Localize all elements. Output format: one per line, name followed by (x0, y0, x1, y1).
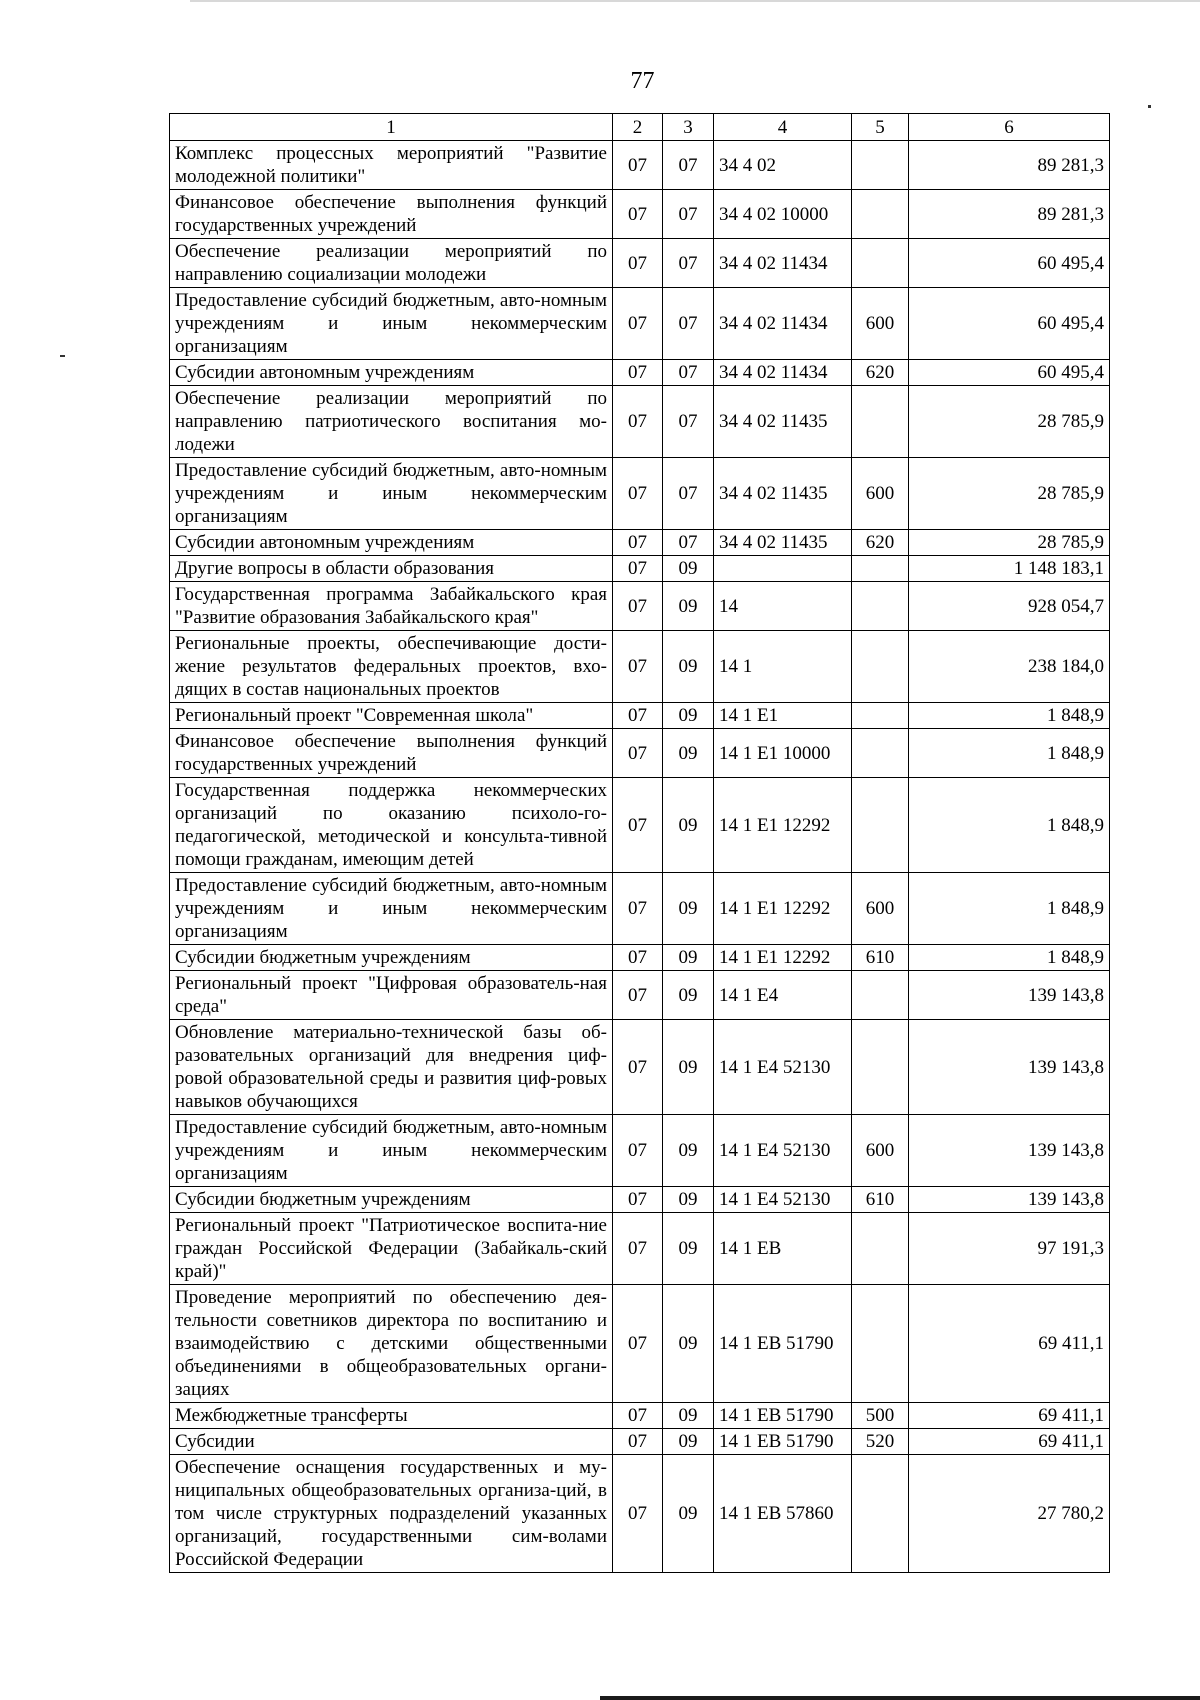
row-subsection-cell: 07 (663, 288, 714, 360)
row-subsection-cell: 07 (663, 458, 714, 530)
row-section-cell: 07 (613, 971, 663, 1020)
row-section-cell: 07 (613, 556, 663, 582)
row-amount-cell: 97 191,3 (909, 1213, 1110, 1285)
row-expense-type-cell (852, 582, 909, 631)
row-target-code-cell: 14 1 E4 52130 (714, 1020, 852, 1115)
table-row (170, 530, 1110, 556)
row-target-code-cell: 14 1 EB 57860 (714, 1455, 852, 1573)
row-section-cell: 07 (613, 190, 663, 239)
row-expense-type-cell: 600 (852, 458, 909, 530)
row-subsection-cell: 09 (663, 1020, 714, 1115)
row-amount-cell: 1 848,9 (909, 945, 1110, 971)
row-expense-type-cell: 600 (852, 288, 909, 360)
header-col-5: 5 (852, 114, 909, 141)
row-target-code-cell: 14 1 EB 51790 (714, 1429, 852, 1455)
row-section-cell: 07 (613, 458, 663, 530)
table-row (170, 1115, 1110, 1187)
row-section-cell: 07 (613, 239, 663, 288)
row-subsection-cell: 07 (663, 360, 714, 386)
table-row (170, 360, 1110, 386)
row-subsection-cell: 09 (663, 631, 714, 703)
row-target-code-cell: 34 4 02 11435 (714, 458, 852, 530)
row-subsection-cell: 09 (663, 556, 714, 582)
row-name-cell: Предоставление субсидий бюджетным, авто-номным учреждениям и иным некоммерческим организациям (170, 458, 613, 530)
row-expense-type-cell (852, 1285, 909, 1403)
row-target-code-cell: 34 4 02 11435 (714, 530, 852, 556)
row-section-cell: 07 (613, 288, 663, 360)
row-subsection-cell: 09 (663, 873, 714, 945)
row-section-cell: 07 (613, 530, 663, 556)
row-amount-cell: 60 495,4 (909, 360, 1110, 386)
row-expense-type-cell (852, 631, 909, 703)
page-number: 77 (630, 68, 655, 94)
row-section-cell: 07 (613, 1285, 663, 1403)
row-amount-cell: 1 848,9 (909, 729, 1110, 778)
row-amount-cell: 27 780,2 (909, 1455, 1110, 1573)
row-name-cell: Другие вопросы в области образования (170, 556, 613, 582)
row-name-cell: Субсидии бюджетным учреждениям (170, 1187, 613, 1213)
table-row (170, 729, 1110, 778)
row-target-code-cell: 34 4 02 (714, 141, 852, 190)
row-expense-type-cell: 600 (852, 1115, 909, 1187)
row-name-cell: Финансовое обеспечение выполнения функций государственных учреждений (170, 729, 613, 778)
scan-speck (1148, 105, 1151, 108)
row-section-cell: 07 (613, 945, 663, 971)
scan-edge-band (600, 1696, 1200, 1700)
row-subsection-cell: 07 (663, 530, 714, 556)
row-section-cell: 07 (613, 582, 663, 631)
row-name-cell: Межбюджетные трансферты (170, 1403, 613, 1429)
table-row (170, 190, 1110, 239)
row-name-cell: Предоставление субсидий бюджетным, авто-номным учреждениям и иным некоммерческим организациям (170, 873, 613, 945)
row-subsection-cell: 09 (663, 703, 714, 729)
row-name-cell: Обеспечение оснащения государственных и му-ниципальных общеобразовательных организа-ций, в том числе структурных подразделений указанных организаций, государственными сим-волами Российской Федерации (170, 1455, 613, 1573)
row-target-code-cell: 34 4 02 10000 (714, 190, 852, 239)
table-row (170, 971, 1110, 1020)
row-subsection-cell: 09 (663, 1403, 714, 1429)
row-name-cell: Проведение мероприятий по обеспечению дея-тельности советников директора по воспитанию и взаимодействию с детскими общественными объединениями в общеобразовательных органи-зациях (170, 1285, 613, 1403)
row-name-cell: Государственная поддержка некоммерческих организаций по оказанию психоло-го-педагогической, методической и консульта-тивной помощи гражданам, имеющим детей (170, 778, 613, 873)
row-amount-cell: 89 281,3 (909, 141, 1110, 190)
row-amount-cell: 69 411,1 (909, 1403, 1110, 1429)
row-target-code-cell: 14 (714, 582, 852, 631)
row-name-cell: Обеспечение реализации мероприятий по направлению патриотического воспитания мо-лодежи (170, 386, 613, 458)
row-section-cell: 07 (613, 1429, 663, 1455)
row-name-cell: Субсидии автономным учреждениям (170, 360, 613, 386)
row-name-cell: Региональный проект "Цифровая образователь-ная среда" (170, 971, 613, 1020)
row-expense-type-cell (852, 190, 909, 239)
row-target-code-cell: 14 1 E4 52130 (714, 1187, 852, 1213)
row-amount-cell: 1 848,9 (909, 778, 1110, 873)
row-target-code-cell: 14 1 EB 51790 (714, 1403, 852, 1429)
scan-speck (60, 355, 65, 357)
row-subsection-cell: 07 (663, 190, 714, 239)
row-expense-type-cell: 500 (852, 1403, 909, 1429)
row-amount-cell: 28 785,9 (909, 386, 1110, 458)
row-section-cell: 07 (613, 1115, 663, 1187)
table-body (170, 141, 1110, 1573)
row-target-code-cell: 14 1 E1 (714, 703, 852, 729)
row-subsection-cell: 09 (663, 1429, 714, 1455)
row-section-cell: 07 (613, 1455, 663, 1573)
row-target-code-cell: 14 1 E4 (714, 971, 852, 1020)
row-section-cell: 07 (613, 778, 663, 873)
row-name-cell: Комплекс процессных мероприятий "Развитие молодежной политики" (170, 141, 613, 190)
table-row (170, 873, 1110, 945)
row-subsection-cell: 09 (663, 971, 714, 1020)
row-section-cell: 07 (613, 703, 663, 729)
row-expense-type-cell (852, 778, 909, 873)
row-target-code-cell: 14 1 E1 10000 (714, 729, 852, 778)
row-amount-cell: 89 281,3 (909, 190, 1110, 239)
budget-table (169, 113, 1110, 1573)
row-target-code-cell: 34 4 02 11434 (714, 360, 852, 386)
table-row (170, 1403, 1110, 1429)
row-expense-type-cell (852, 141, 909, 190)
row-target-code-cell: 14 1 E4 52130 (714, 1115, 852, 1187)
row-expense-type-cell (852, 703, 909, 729)
row-expense-type-cell: 610 (852, 1187, 909, 1213)
table-row (170, 1020, 1110, 1115)
row-section-cell: 07 (613, 1213, 663, 1285)
header-col-4: 4 (714, 114, 852, 141)
table-header-row (170, 114, 1110, 141)
table-row (170, 703, 1110, 729)
header-col-3: 3 (663, 114, 714, 141)
row-name-cell: Обновление материально-технической базы об-разовательных организаций для внедрения циф-ровой образовательной среды и развития циф-ровых навыков обучающихся (170, 1020, 613, 1115)
row-name-cell: Предоставление субсидий бюджетным, авто-номным учреждениям и иным некоммерческим организациям (170, 288, 613, 360)
row-target-code-cell: 34 4 02 11434 (714, 288, 852, 360)
row-subsection-cell: 09 (663, 1285, 714, 1403)
row-subsection-cell: 09 (663, 1213, 714, 1285)
row-expense-type-cell (852, 1213, 909, 1285)
row-subsection-cell: 09 (663, 582, 714, 631)
row-subsection-cell: 09 (663, 945, 714, 971)
table-row (170, 141, 1110, 190)
row-name-cell: Субсидии (170, 1429, 613, 1455)
row-amount-cell: 69 411,1 (909, 1285, 1110, 1403)
row-target-code-cell: 14 1 E1 12292 (714, 873, 852, 945)
row-amount-cell: 238 184,0 (909, 631, 1110, 703)
table-row (170, 582, 1110, 631)
table-row (170, 778, 1110, 873)
row-subsection-cell: 07 (663, 141, 714, 190)
header-col-1: 1 (170, 114, 613, 141)
row-name-cell: Региональный проект "Современная школа" (170, 703, 613, 729)
row-amount-cell: 928 054,7 (909, 582, 1110, 631)
row-amount-cell: 1 848,9 (909, 873, 1110, 945)
row-amount-cell: 139 143,8 (909, 1020, 1110, 1115)
row-subsection-cell: 09 (663, 1455, 714, 1573)
row-expense-type-cell: 620 (852, 530, 909, 556)
row-section-cell: 07 (613, 386, 663, 458)
scan-edge-line (190, 0, 1200, 2)
table-row (170, 288, 1110, 360)
header-col-2: 2 (613, 114, 663, 141)
row-expense-type-cell (852, 386, 909, 458)
table-row (170, 1285, 1110, 1403)
row-section-cell: 07 (613, 141, 663, 190)
row-name-cell: Предоставление субсидий бюджетным, авто-номным учреждениям и иным некоммерческим организациям (170, 1115, 613, 1187)
header-col-6: 6 (909, 114, 1110, 141)
row-target-code-cell (714, 556, 852, 582)
table-row (170, 1187, 1110, 1213)
row-amount-cell: 28 785,9 (909, 530, 1110, 556)
row-name-cell: Государственная программа Забайкальского края "Развитие образования Забайкальского края" (170, 582, 613, 631)
row-section-cell: 07 (613, 1020, 663, 1115)
row-expense-type-cell: 520 (852, 1429, 909, 1455)
row-subsection-cell: 09 (663, 1115, 714, 1187)
row-subsection-cell: 09 (663, 729, 714, 778)
row-section-cell: 07 (613, 729, 663, 778)
row-target-code-cell: 14 1 EB 51790 (714, 1285, 852, 1403)
row-expense-type-cell: 620 (852, 360, 909, 386)
table-row (170, 945, 1110, 971)
table-row (170, 1213, 1110, 1285)
row-expense-type-cell: 610 (852, 945, 909, 971)
row-expense-type-cell (852, 556, 909, 582)
row-name-cell: Субсидии бюджетным учреждениям (170, 945, 613, 971)
row-amount-cell: 139 143,8 (909, 971, 1110, 1020)
row-amount-cell: 139 143,8 (909, 1187, 1110, 1213)
row-name-cell: Региональные проекты, обеспечивающие дости-жение результатов федеральных проектов, вхо-дящих в состав национальных проектов (170, 631, 613, 703)
row-expense-type-cell: 600 (852, 873, 909, 945)
row-amount-cell: 60 495,4 (909, 239, 1110, 288)
row-amount-cell: 139 143,8 (909, 1115, 1110, 1187)
row-section-cell: 07 (613, 1403, 663, 1429)
row-name-cell: Субсидии автономным учреждениям (170, 530, 613, 556)
row-expense-type-cell (852, 1020, 909, 1115)
table-row (170, 631, 1110, 703)
row-name-cell: Обеспечение реализации мероприятий по направлению социализации молодежи (170, 239, 613, 288)
row-target-code-cell: 14 1 EB (714, 1213, 852, 1285)
table-row (170, 1429, 1110, 1455)
row-subsection-cell: 09 (663, 778, 714, 873)
table-row (170, 239, 1110, 288)
row-section-cell: 07 (613, 1187, 663, 1213)
row-target-code-cell: 14 1 (714, 631, 852, 703)
table-row (170, 458, 1110, 530)
row-amount-cell: 1 848,9 (909, 703, 1110, 729)
row-section-cell: 07 (613, 360, 663, 386)
row-name-cell: Региональный проект "Патриотическое воспита-ние граждан Российской Федерации (Забайкаль-ский край)" (170, 1213, 613, 1285)
row-expense-type-cell (852, 971, 909, 1020)
row-amount-cell: 1 148 183,1 (909, 556, 1110, 582)
row-subsection-cell: 09 (663, 1187, 714, 1213)
row-subsection-cell: 07 (663, 239, 714, 288)
table-row (170, 556, 1110, 582)
row-section-cell: 07 (613, 873, 663, 945)
row-amount-cell: 69 411,1 (909, 1429, 1110, 1455)
row-target-code-cell: 34 4 02 11434 (714, 239, 852, 288)
row-expense-type-cell (852, 239, 909, 288)
table-row (170, 386, 1110, 458)
row-target-code-cell: 34 4 02 11435 (714, 386, 852, 458)
row-amount-cell: 28 785,9 (909, 458, 1110, 530)
row-target-code-cell: 14 1 E1 12292 (714, 945, 852, 971)
row-subsection-cell: 07 (663, 386, 714, 458)
row-expense-type-cell (852, 1455, 909, 1573)
table-row (170, 1455, 1110, 1573)
row-amount-cell: 60 495,4 (909, 288, 1110, 360)
row-target-code-cell: 14 1 E1 12292 (714, 778, 852, 873)
row-expense-type-cell (852, 729, 909, 778)
row-section-cell: 07 (613, 631, 663, 703)
row-name-cell: Финансовое обеспечение выполнения функций государственных учреждений (170, 190, 613, 239)
